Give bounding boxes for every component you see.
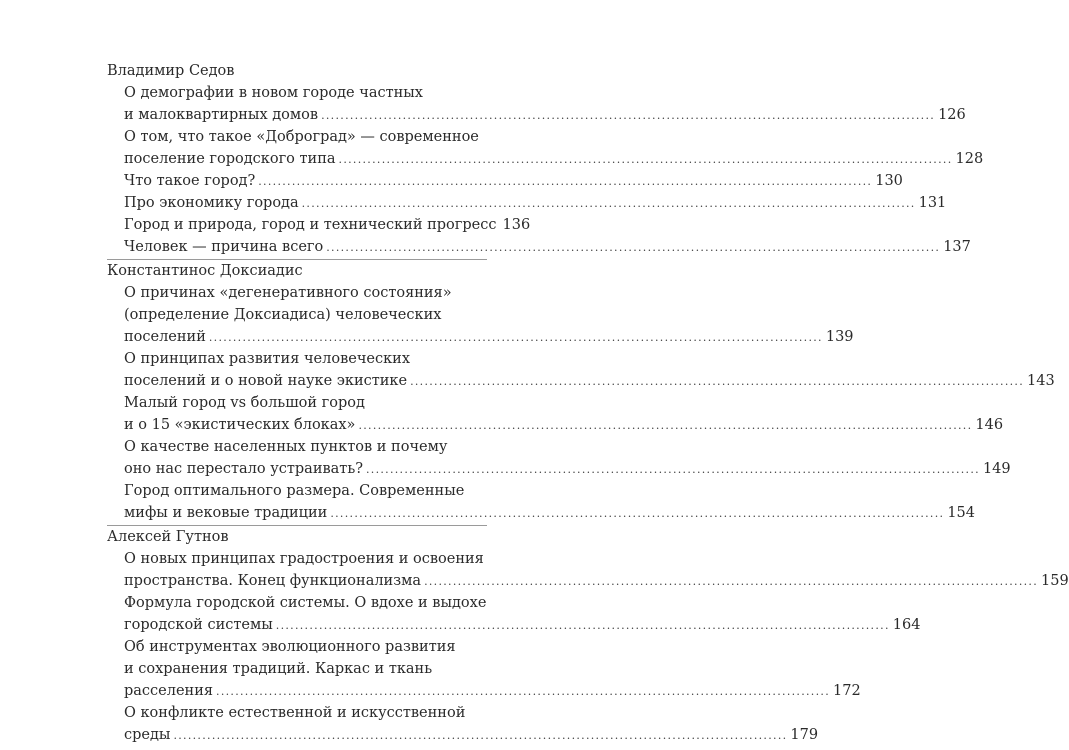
entry-title-line: Город и природа, город и технический прогресс: [124, 217, 497, 233]
dot-leader: ................................................................................................................................: [326, 241, 941, 254]
page-number: 126: [938, 107, 966, 123]
toc-entry: [107, 126, 984, 170]
page-number: 139: [825, 329, 854, 345]
entry-final-line: [124, 104, 966, 126]
entry-title-line: пространства. Конец функционализма: [124, 573, 422, 589]
dot-leader: ................................................................................................................................: [301, 197, 916, 210]
page-number: 179: [790, 727, 819, 743]
entry-title-line: городской системы: [124, 617, 273, 633]
entry-title-line: и о 15 «экистических блоках»: [124, 417, 356, 433]
page-number: 131: [918, 195, 947, 211]
page-number: 149: [982, 461, 1011, 477]
toc-section: [107, 260, 1055, 524]
author-heading: Константинос Доксиадис: [107, 263, 303, 279]
section-divider: [107, 259, 487, 260]
entry-title-line: и малоквартирных домов: [124, 107, 319, 123]
entry-final-line: [124, 148, 984, 170]
page-number: 159: [1041, 573, 1069, 589]
toc-entry: [107, 348, 1055, 392]
dot-leader: ................................................................................................................................: [365, 463, 980, 476]
page-number: 137: [943, 239, 971, 255]
entry-title-line: оно нас перестало устраивать?: [124, 461, 363, 477]
page-number: 130: [875, 173, 903, 189]
dot-leader: ................................................................................................................................: [424, 575, 1039, 588]
entry-title-line: среды: [124, 727, 171, 743]
entry-title-line: Про экономику города: [124, 195, 299, 211]
entry-title-line: поселений: [124, 329, 206, 345]
entry-title-line: О конфликте естественной и искусственной: [124, 705, 466, 721]
page-number: 154: [947, 505, 975, 521]
dot-leader: ................................................................................................................................: [358, 419, 973, 432]
toc-entry: [107, 82, 966, 126]
dot-leader: ................................................................................................................................: [216, 685, 830, 698]
dot-leader: ................................................................................................................................: [208, 331, 823, 344]
toc-entry: [107, 282, 854, 348]
entry-title-line: расселения: [124, 683, 214, 699]
toc-entry: [107, 636, 861, 702]
author-heading: Владимир Седов: [107, 63, 235, 79]
entry-final-line: [124, 680, 861, 702]
page-number: 128: [955, 151, 984, 167]
entry-title-line: и сохранения традиций. Каркас и ткань: [124, 661, 433, 677]
entry-final-line: [124, 414, 1004, 436]
toc-section: [107, 526, 1069, 746]
author-heading: Алексей Гутнов: [107, 529, 229, 545]
entry-title-line: Город оптимального размера. Современные: [124, 483, 465, 499]
entry-title-line: Об инструментах эволюционного развития: [124, 639, 456, 655]
entry-title-line: О демографии в новом городе частных: [124, 85, 423, 101]
entry-title-line: О новых принципах градостроения и освоения: [124, 551, 484, 567]
dot-leader: ................................................................................................................................: [338, 153, 953, 166]
toc-entry: [107, 214, 531, 236]
table-of-contents: [107, 60, 1069, 746]
toc-section: [107, 60, 984, 258]
entry-title-line: Формула городской системы. О вдохе и выдохе: [124, 595, 487, 611]
entry-title-line: О причинах «дегенеративного состояния»: [124, 285, 452, 301]
dot-leader: ................................................................................................................................: [330, 507, 945, 520]
entry-final-line: [124, 370, 1055, 392]
page-number: 172: [833, 683, 861, 699]
entry-title-line: Что такое город?: [124, 173, 256, 189]
entry-title-line: (определение Доксиадиса) человеческих: [124, 307, 442, 323]
toc-entry: [107, 702, 819, 746]
page-number: 146: [975, 417, 1004, 433]
entry-final-line: [124, 170, 903, 192]
toc-entry: [107, 548, 1069, 592]
entry-title-line: О том, что такое «Доброград» — современное: [124, 129, 479, 145]
entry-final-line: [124, 326, 854, 348]
dot-leader: ................................................................................................................................: [321, 109, 936, 122]
dot-leader: ................................................................................................................................: [275, 619, 890, 632]
entry-title-line: поселение городского типа: [124, 151, 336, 167]
entry-title-line: О качестве населенных пунктов и почему: [124, 439, 448, 455]
entry-title-line: Человек — причина всего: [124, 239, 324, 255]
entry-title-line: мифы и вековые традиции: [124, 505, 328, 521]
toc-entry: [107, 392, 1004, 436]
page-number: 136: [502, 217, 531, 233]
entry-final-line: [124, 458, 1011, 480]
entry-final-line: [124, 214, 531, 236]
dot-leader: ................................................................................................................................: [410, 375, 1025, 388]
toc-entry: [107, 170, 903, 192]
toc-entry: [107, 436, 1011, 480]
entry-title-line: поселений и о новой науке экистике: [124, 373, 408, 389]
entry-final-line: [124, 236, 971, 258]
page-number: 164: [892, 617, 921, 633]
toc-entry: [107, 236, 971, 258]
entry-title-line: О принципах развития человеческих: [124, 351, 411, 367]
entry-final-line: [124, 502, 975, 524]
toc-entry: [107, 192, 947, 214]
entry-final-line: [124, 192, 947, 214]
entry-final-line: [124, 614, 921, 636]
entry-final-line: [124, 724, 819, 746]
toc-entry: [107, 480, 975, 524]
entry-final-line: [124, 570, 1069, 592]
toc-entry: [107, 592, 921, 636]
section-divider: [107, 525, 487, 526]
dot-leader: ................................................................................................................................: [258, 175, 873, 188]
page-number: 143: [1027, 373, 1055, 389]
entry-title-line: Малый город vs большой город: [124, 395, 365, 411]
dot-leader: ................................................................................................................................: [173, 729, 788, 742]
